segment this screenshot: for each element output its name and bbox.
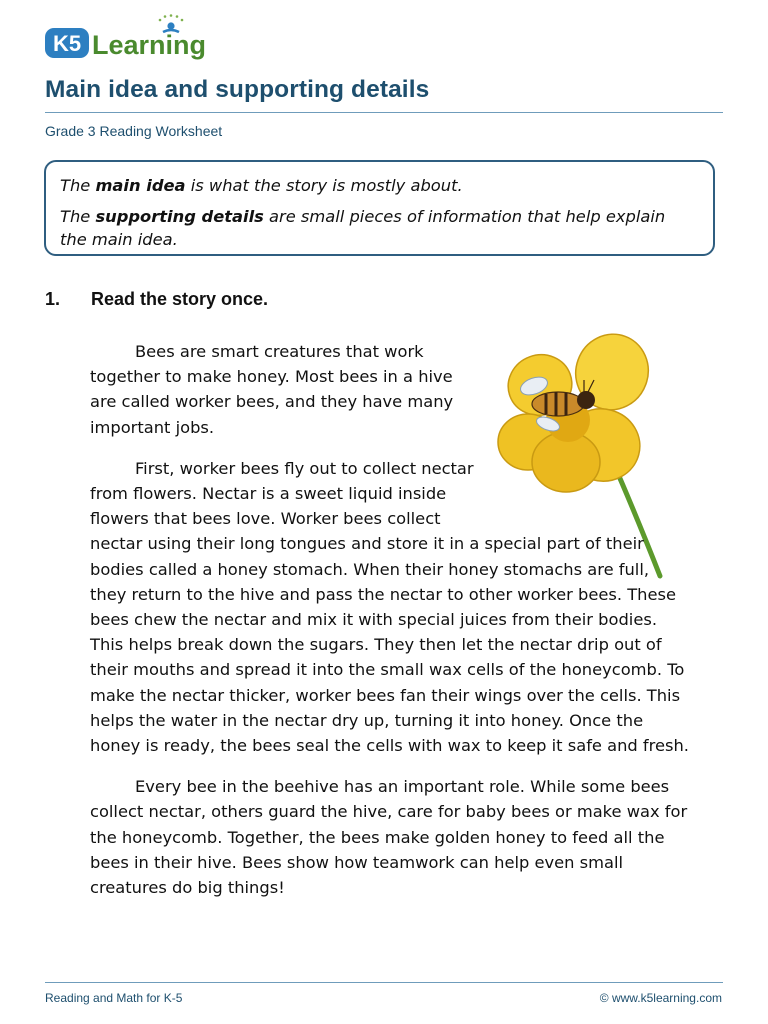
footer-divider xyxy=(45,982,723,983)
story-paragraph-1: Bees are smart creatures that work together to make honey. Most bees in a hive are called worker bees, and they have many important jobs. xyxy=(90,342,454,437)
footer-tagline: Reading and Math for K-5 xyxy=(45,991,183,1005)
story-paragraph-3: Every bee in the beehive has an important role. While some bees collect nectar, others guard the hive, care for baby bees or make wax for the honeycomb. Together, the bees make golden honey to feed all the bees in their hive. Bees show how teamwork can help even small creatures do big things! xyxy=(90,777,688,898)
main-idea-definition: The main idea is what the story is mostly about. xyxy=(60,176,463,195)
header-divider xyxy=(45,112,723,113)
supporting-details-definition: The supporting details are small pieces of information that help explain the main idea. xyxy=(60,207,666,249)
main-idea-term: main idea xyxy=(95,176,186,195)
k5-learning-logo xyxy=(44,14,216,62)
illustration-spacer xyxy=(470,339,700,519)
question-instruction: Read the story once. xyxy=(91,289,269,309)
definition-box xyxy=(44,160,715,256)
logo-learning-text: Learning xyxy=(92,30,207,60)
logo-k5-text: K5 xyxy=(52,31,82,56)
question-number: 1. xyxy=(45,289,61,309)
footer-website-link[interactable]: © www.k5learning.com xyxy=(599,991,722,1005)
story-text xyxy=(90,339,690,916)
supporting-details-term: supporting details xyxy=(95,207,264,226)
story-paragraph-2: First, worker bees fly out to collect nectar from flowers. Nectar is a sweet liquid inside flowers that bees love. Worker bees collect nectar using their long tongues and store it in a special part of their bodies called a honey stomach. When their honey stomachs are full, they return to the hive and pass the nectar to other worker bees. These bees chew the nectar and mix it with special juices from their bodies. This helps break down the sugars. They then let the nectar drip out of their mouths and spread it into the small wax cells of the honeycomb. To make the nectar thicker, worker bees fan their wings over the cells. This helps the water in the nectar dry up, turning it into honey. Once the honey is ready, the bees seal the cells with wax to keep it safe and fresh. xyxy=(90,458,689,756)
page-subtitle: Grade 3 Reading Worksheet xyxy=(45,123,223,139)
page-title: Main idea and supporting details xyxy=(45,76,430,103)
